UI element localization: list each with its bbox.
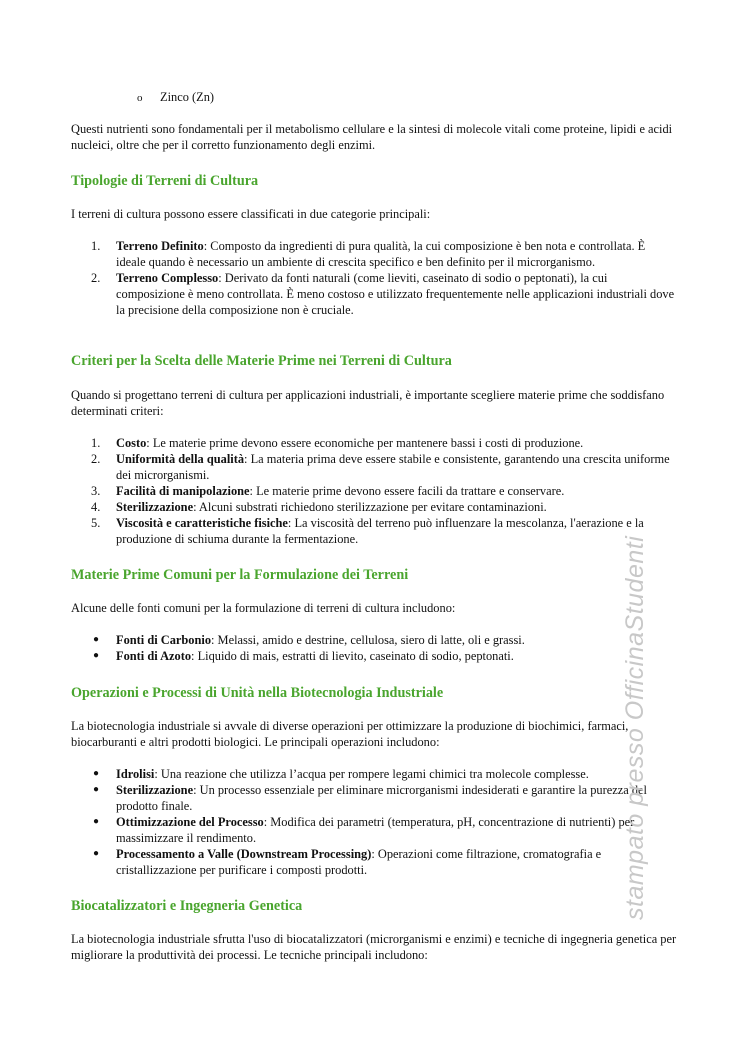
list-item-term: Facilità di manipolazione <box>116 484 250 498</box>
list-item-term: Terreno Definito <box>116 239 204 253</box>
list-item-term: Uniformità della qualità <box>116 452 245 466</box>
list-item-text: : Liquido di mais, estratti di lievito, caseinato di sodio, peptonati. <box>191 649 514 663</box>
list-number: 2. <box>91 452 101 466</box>
bullet-icon: ● <box>93 848 100 859</box>
list-item-term: Idrolisi <box>116 767 155 781</box>
list-item <box>71 648 677 664</box>
section-intro: Quando si progettano terreni di cultura per applicazioni industriali, è importante scegliere materie prime che soddisfano determinati criteri: <box>71 388 665 418</box>
list-item-term: Sterilizzazione <box>116 500 194 514</box>
list-item-term: Fonti di Carbonio <box>116 633 212 647</box>
list-item-text: : Alcuni substrati richiedono sterilizzazione per evitare contaminazioni. <box>193 500 547 514</box>
list-item-term: Terreno Complesso <box>116 271 219 285</box>
bullet-icon: ● <box>93 634 100 645</box>
section-heading: Operazioni e Processi di Unità nella Biotecnologia Industriale <box>71 685 444 701</box>
list-item-text: : Una reazione che utilizza l’acqua per rompere legami chimici tra molecole complesse. <box>154 767 589 781</box>
list-number: 2. <box>91 271 101 285</box>
list-item-text: : Composto da ingredienti di pura qualità, la cui composizione è ben nota e controllata. È ideale quando è necessario un ambiente di crescita specifico e ben definito per il microrganismo. <box>116 239 646 269</box>
list-item-text: : La viscosità del terreno può influenzare la mescolanza, l'aerazione e la produzione di schiuma durante la fermentazione. <box>116 516 644 546</box>
list-item-text: : Operazioni come filtrazione, cromatografia e cristallizzazione per purificare i composti prodotti. <box>116 847 602 877</box>
list-item-term: Ottimizzazione del Processo <box>116 815 264 829</box>
bullet-icon: ● <box>93 816 100 827</box>
list-item-term: Fonti di Azoto <box>116 649 192 663</box>
list-item <box>71 270 677 318</box>
sublist-item-zinco <box>137 89 214 106</box>
section-intro: La biotecnologia industriale sfrutta l'uso di biocatalizzatori (microrganismi e enzimi) e tecniche di ingegneria genetica per migliorare la produttività dei processi. Le tecniche principali includono: <box>71 932 677 962</box>
section-heading: Criteri per la Scelta delle Materie Prime nei Terreni di Cultura <box>71 353 452 369</box>
intro-paragraph: Questi nutrienti sono fondamentali per il metabolismo cellulare e la sintesi di molecole vitali come proteine, lipidi e acidi nucleici, oltre che per il corretto funzionamento degli enzimi. <box>71 122 673 152</box>
list-item-term: Processamento a Valle (Downstream Processing) <box>116 847 372 861</box>
bullet-list <box>71 632 677 664</box>
section-intro: Alcune delle fonti comuni per la formulazione di terreni di cultura includono: <box>71 601 456 615</box>
list-item-text: : Le materie prime devono essere economiche per mantenere bassi i costi di produzione. <box>146 436 584 450</box>
list-number: 3. <box>91 484 101 498</box>
list-item <box>71 766 677 782</box>
list-item-text: : Le materie prime devono essere facili da trattare e conservare. <box>249 484 565 498</box>
list-item <box>71 238 677 270</box>
list-item-term: Viscosità e caratteristiche fisiche <box>116 516 288 530</box>
list-number: 5. <box>91 516 101 530</box>
numbered-list <box>71 238 677 318</box>
list-item <box>71 814 677 846</box>
circle-bullet-icon: o <box>137 92 143 104</box>
list-item-text: : La materia prima deve essere stabile e consistente, garantendo una crescita uniforme dei microrganismi. <box>116 452 670 482</box>
watermark-text: stampato presso OfficinaStudenti <box>621 535 649 920</box>
section-heading: Materie Prime Comuni per la Formulazione dei Terreni <box>71 567 409 583</box>
bullet-icon: ● <box>93 768 100 779</box>
bullet-icon: ● <box>93 650 100 661</box>
section-heading: Biocatalizzatori e Ingegneria Genetica <box>71 898 303 914</box>
list-item-term: Sterilizzazione <box>116 783 194 797</box>
list-number: 1. <box>91 436 101 450</box>
list-item <box>71 515 677 547</box>
bullet-icon: ● <box>93 784 100 795</box>
list-item-term: Costo <box>116 436 147 450</box>
list-item <box>71 632 677 648</box>
bullet-list <box>71 766 677 878</box>
list-item <box>71 499 677 515</box>
section-intro: La biotecnologia industriale si avvale di diverse operazioni per ottimizzare la produzione di biochimici, farmaci, biocarburanti e altri prodotti biologici. Le principali operazioni includono: <box>71 719 629 749</box>
section-intro: I terreni di cultura possono essere classificati in due categorie principali: <box>71 207 431 221</box>
list-item-text: : Modifica dei parametri (temperatura, pH, concentrazione di nutrienti) per massimizzare il rendimento. <box>116 815 635 845</box>
sublist-item-label: Zinco (Zn) <box>160 90 215 104</box>
list-item <box>71 435 677 451</box>
list-item-text: : Melassi, amido e destrine, cellulosa, siero di latte, oli e grassi. <box>211 633 525 647</box>
section-heading: Tipologie di Terreni di Cultura <box>71 173 259 189</box>
list-item <box>71 451 677 483</box>
list-item-text: : Un processo essenziale per eliminare microrganismi indesiderati e garantire la purezza del prodotto finale. <box>116 783 647 813</box>
list-number: 1. <box>91 239 101 253</box>
list-number: 4. <box>91 500 101 514</box>
list-item-text: : Derivato da fonti naturali (come lieviti, caseinato di sodio o peptonati), la cui composizione è meno controllata. È meno costoso e utilizzato frequentemente nelle applicazioni industriali dove la precisione della composizione non è cruciale. <box>116 271 675 317</box>
list-item <box>71 483 677 499</box>
list-item <box>71 846 677 878</box>
numbered-list <box>71 435 677 547</box>
list-item <box>71 782 677 814</box>
